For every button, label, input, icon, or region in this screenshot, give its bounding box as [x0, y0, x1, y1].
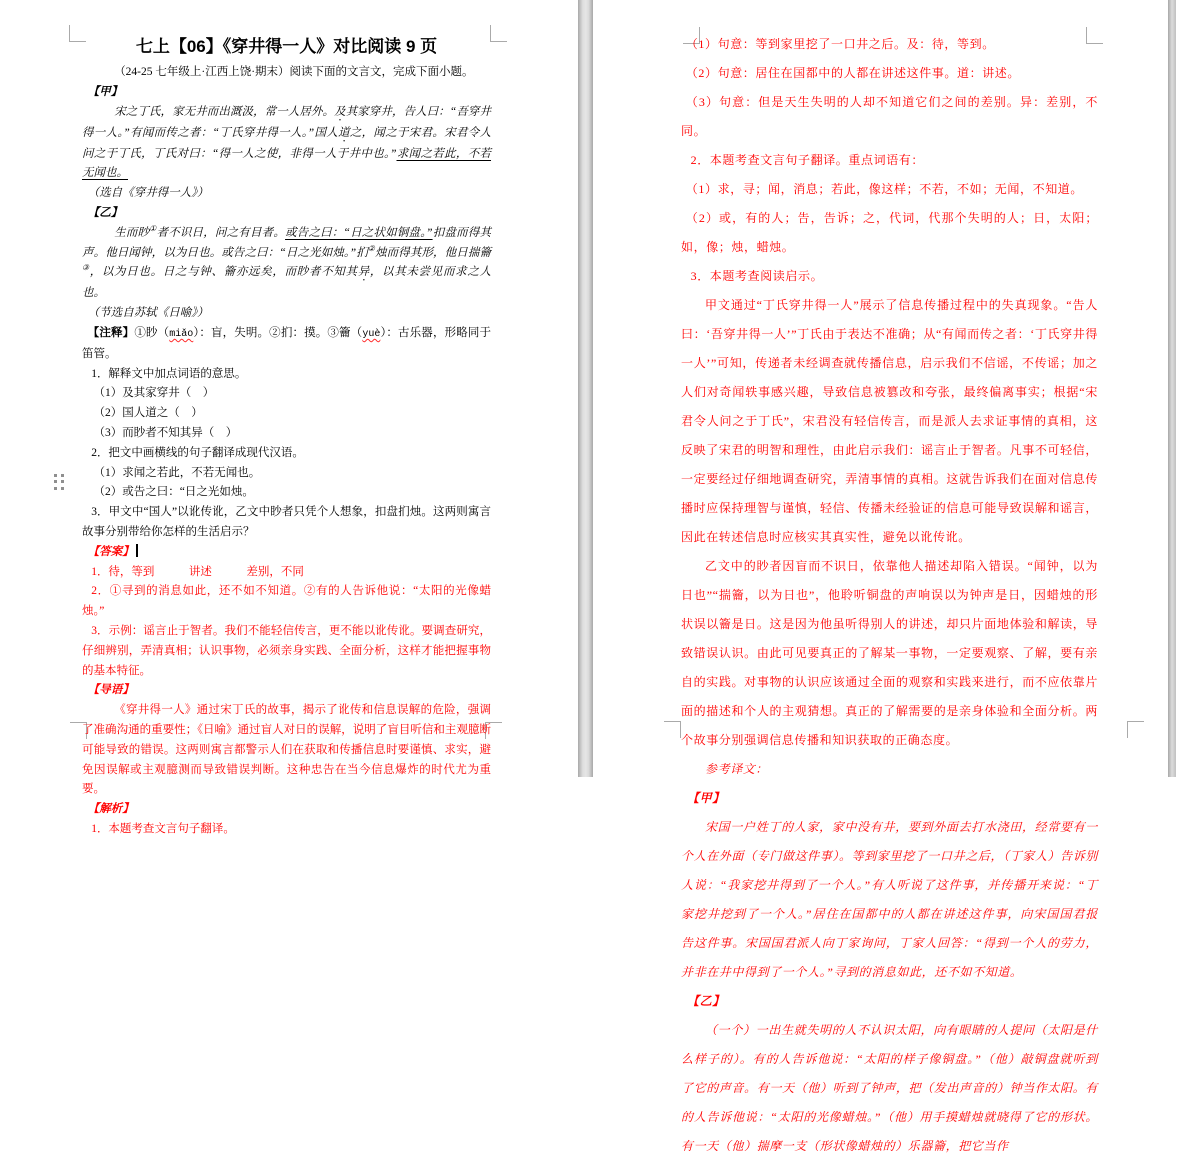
text-segment: 【甲】: [87, 85, 123, 98]
text-segment: 之，闻之于宋君。宋君令人问之于丁氏，丁氏对曰：“得一人之使，非得一人于井中也。”: [82, 126, 492, 160]
paragraph[interactable]: [82, 543, 491, 563]
text-segment: 2．把文中画横线的句子翻译成现代汉语。: [91, 446, 304, 459]
text-segment: （选自《穿井得一人》）: [87, 187, 209, 200]
paragraph[interactable]: [681, 175, 1098, 204]
paragraph[interactable]: [681, 552, 1098, 755]
text-segment: ③: [82, 263, 90, 273]
paragraph[interactable]: [82, 404, 491, 424]
text-segment: 烛而得其形，他日揣籥: [375, 246, 491, 259]
text-segment: 《穿井得一人》通过宋丁氏的故事，揭示了讹传和信息误解的危险，强调了准确沟通的重要性；《日喻》通过盲人对日的误解，说明了盲目听信和主观臆断可能导致的错误。这两则寓言都警示人们在获取和传播信息时要谨慎、求实，避免因误解或主观臆测而导致错误判断。这种忠告在当今信息爆炸的时代尤为重要。: [82, 704, 491, 796]
text-segment: 3．示例：谣言止于智者。我们不能轻信传言，更不能以讹传讹。要调查研究，仔细辨别，弄清真相；认识事物，必须亲身实践、全面分析，这样才能把握事物的基本特征。: [82, 624, 491, 677]
text-segment: （3）句意：但是天生失明的人却不知道它们之间的差别。异：差别，不同。: [681, 95, 1098, 138]
text-segment: 求闻之若此，不若无闻也。: [82, 147, 492, 180]
text-segment: 【乙】: [87, 206, 123, 219]
text-segment: 者不识日，问之有目者。: [156, 226, 286, 239]
text-segment: ②: [367, 243, 376, 253]
paragraph[interactable]: [681, 30, 1098, 59]
paragraph[interactable]: [82, 681, 491, 701]
paragraph[interactable]: [82, 324, 491, 365]
text-segment: 1．待，等到 讲述 差别，不同: [91, 565, 304, 578]
crop-mark-p2-bottom-left: [664, 721, 681, 738]
paragraph[interactable]: [681, 755, 1098, 784]
paragraph[interactable]: [82, 563, 491, 583]
text-segment: 1．解释文中加点词语的意思。: [91, 367, 247, 380]
paragraph[interactable]: [681, 784, 1098, 813]
text-segment: 3．甲文中“国人”以讹传讹，乙文中眇者只凭个人想象，扣盘扪烛。这两则寓言故事分别带给你怎样的生活启示？: [82, 506, 491, 538]
paragraph[interactable]: [82, 83, 491, 103]
text-segment: 2．本题考查文言句子翻译。重点词语有：: [690, 153, 924, 167]
text-segment: 宋国一户姓丁的人家，家中没有井，要到外面去打水浇田，经常要有一个人在外面（专门做这件事）。等到家里挖了一口井之后，（丁家人）告诉别人说：“我家挖井得到了一个人。”有人听说了这件事，并传播开来说：“丁家挖井挖到了一个人。”居住在国都中的人都在讲述这件事，向宋国国君报告这件事。宋国国君派人向丁家询问，丁家人回答：“得到一个人的劳力，并非在井中得到了一个人。”寻到的消息如此，还不如不知道。: [681, 820, 1098, 979]
text-segment: 宋之丁氏，家无井而出溉汲，常一人居外。: [114, 105, 335, 118]
text-cursor-icon: [136, 544, 138, 557]
text-segment: 异: [357, 266, 370, 279]
drag-handle-icon[interactable]: [52, 472, 66, 492]
paragraph[interactable]: [82, 464, 491, 484]
text-segment: 【乙】: [687, 994, 725, 1008]
page-2-text-area[interactable]: [681, 30, 1098, 1161]
text-segment: 参考译文：: [705, 762, 769, 776]
text-segment: （3）而眇者不知其异（ ）: [93, 426, 238, 439]
paragraph[interactable]: [82, 582, 491, 622]
text-segment: （1）及其家穿井（ ）: [93, 387, 215, 400]
paragraph[interactable]: [82, 622, 491, 681]
text-segment: 【注释】: [87, 326, 135, 339]
text-segment: （2）国人道之（ ）: [93, 407, 203, 420]
crop-mark-p1-top-right: [490, 25, 507, 42]
paragraph[interactable]: [681, 204, 1098, 262]
paragraph[interactable]: [82, 444, 491, 464]
text-segment: ①: [149, 223, 157, 233]
text-segment: ，以为日也。日之与钟、籥亦远矣，而眇者不知其: [89, 266, 358, 279]
text-segment: 1．本题考查文言句子翻译。: [91, 822, 235, 835]
paragraph[interactable]: [82, 820, 491, 840]
paragraph[interactable]: [681, 59, 1098, 88]
text-segment: （2）或告之曰：“日之光如烛。: [93, 486, 254, 499]
page-1-text-area[interactable]: [82, 34, 491, 840]
paragraph[interactable]: [82, 204, 491, 224]
text-segment: 生而眇: [114, 226, 150, 239]
paragraph[interactable]: [82, 224, 491, 304]
paragraph[interactable]: [82, 304, 491, 324]
text-segment: 【解析】: [87, 803, 134, 816]
text-segment: 甲文通过“丁氏穿井得一人”展示了信息传播过程中的失真现象。“告人曰：‘吾穿井得一人’”丁氏由于表达不准确；从“有闻而传之者：‘丁氏穿井得一人’”可知，传递者未经调查就传播信息，启示我们不信谣，不传谣；加之人们对奇闻轶事感兴趣，导致信息被篡改和夸张，最终偏离事实；根据“宋君令人问之于丁氏”，宋君没有轻信传言，而是派人去求证事情的真相，这反映了宋君的明智和理性，由此启示我们：谣言止于智者。凡事不可轻信，一定要经过仔细地调查研究，弄清事情的真相。这就告诉我们在面对信息传播时应保持理智与谨慎，轻信、传播未经验证的信息可能导致误解和谣言，因此在转述信息时应核实其真实性，避免以讹传讹。: [681, 298, 1098, 544]
text-segment: 【甲】: [687, 791, 725, 805]
paragraph[interactable]: [681, 262, 1098, 291]
text-segment: yuè: [362, 328, 381, 340]
paragraph[interactable]: [681, 1016, 1098, 1161]
paragraph[interactable]: [82, 384, 491, 404]
paragraph[interactable]: [82, 63, 491, 83]
text-segment: 乙文中的眇者因盲而不识日，依靠他人描述却陷入错误。“闻钟，以为日也”“揣籥，以为日也”，他聆听铜盘的声响误以为钟声是日，因蜡烛的形状误以籥是日。这是因为他虽听得别人的讲述，却只片面地体验和解读，导致错误认识。由此可见要真正的了解某一事物，一定要观察、了解，要有亲自的实践。对事物的认识应该通过全面的观察和实践来进行，而不应依靠片面的描述和个人的主观猜想。真正的了解需要的是亲身体验和全面分析。两个故事分别强调信息传播和知识获取的正确态度。: [681, 559, 1098, 747]
page-1-paragraphs: [82, 63, 491, 840]
text-segment: 其家穿井，告人曰：“吾穿井得一人。”有闻而传之者：“丁氏穿井得一人。”国人: [82, 105, 491, 139]
paragraph[interactable]: [681, 987, 1098, 1016]
text-segment: 2．①寻到的消息如此，还不如不知道。②有的人告诉他说：“太阳的光像蜡烛。”: [82, 585, 491, 618]
text-segment: ，以其未尝见而求之人也。: [82, 266, 492, 300]
paragraph[interactable]: [82, 800, 491, 820]
next-page-edge: [1168, 0, 1176, 777]
text-segment: （1）求，寻；闻，消息；若此，像这样；不若，不如；无闻，不知道。: [685, 182, 1083, 196]
paragraph[interactable]: [82, 365, 491, 385]
text-segment: 道: [338, 126, 350, 139]
text-segment: 【答案】: [87, 545, 134, 558]
paragraph[interactable]: [82, 424, 491, 444]
paragraph[interactable]: [681, 146, 1098, 175]
paragraph[interactable]: [82, 103, 491, 185]
text-segment: （24-25 七年级上·江西上饶·期末）阅读下面的文言文，完成下面小题。: [114, 66, 474, 78]
text-segment: 及: [334, 105, 346, 118]
text-segment: （2）句意：居住在国都中的人都在讲述这件事。道：讲述。: [685, 66, 1020, 80]
text-segment: 【导语】: [87, 684, 134, 697]
text-segment: ）：盲，失明。②扪：摸。③籥（: [193, 326, 363, 339]
text-segment: （1）求闻之若此，不若无闻也。: [93, 466, 261, 479]
text-segment: 3．本题考查阅读启示。: [690, 269, 824, 283]
paragraph[interactable]: [681, 291, 1098, 552]
paragraph[interactable]: [681, 813, 1098, 987]
text-segment: （一个）一出生就失明的人不认识太阳，向有眼睛的人提问（太阳是什么样子的）。有的人告诉他说：“太阳的样子像铜盘。”（他）敲铜盘就听到了它的声音。有一天（他）听到了钟声，把（发出声音的）钟当作太阳。有的人告诉他说：“太阳的光像蜡烛。”（他）用手摸蜡烛就晓得了它的形状。有一天（他）揣摩一支（形状像蜡烛的）乐器籥，把它当作: [681, 1023, 1098, 1153]
paragraph[interactable]: [82, 483, 491, 503]
paragraph[interactable]: [82, 184, 491, 204]
page-2-paragraphs: [681, 30, 1098, 1161]
text-segment: miǎo: [169, 328, 194, 340]
text-segment: （节选自苏轼《日喻》）: [87, 307, 209, 320]
text-segment: （1）句意：等到家里挖了一口井之后。及：待，等到。: [685, 37, 995, 51]
text-segment: ）：古乐器，形略同于笛管。: [82, 326, 492, 360]
text-segment: 或告之曰：“日之状如铜盘。”: [285, 226, 433, 239]
text-segment: 扣盘而得其声。他日闻钟，以为日也。或告之曰：“日之光如烛。”扪: [82, 226, 492, 259]
text-segment: ①眇（: [134, 326, 170, 339]
text-segment: （2）或，有的人；告，告诉；之，代词，代那个失明的人；日，太阳；如，像；烛，蜡烛。: [681, 211, 1098, 254]
paragraph[interactable]: [82, 701, 491, 800]
paragraph[interactable]: [82, 503, 491, 543]
document-title: 七上【06】《穿井得一人》对比阅读 9 页: [135, 37, 438, 56]
page-gutter: [578, 0, 593, 777]
crop-mark-p2-bottom-right: [1127, 721, 1144, 738]
paragraph[interactable]: [681, 88, 1098, 146]
